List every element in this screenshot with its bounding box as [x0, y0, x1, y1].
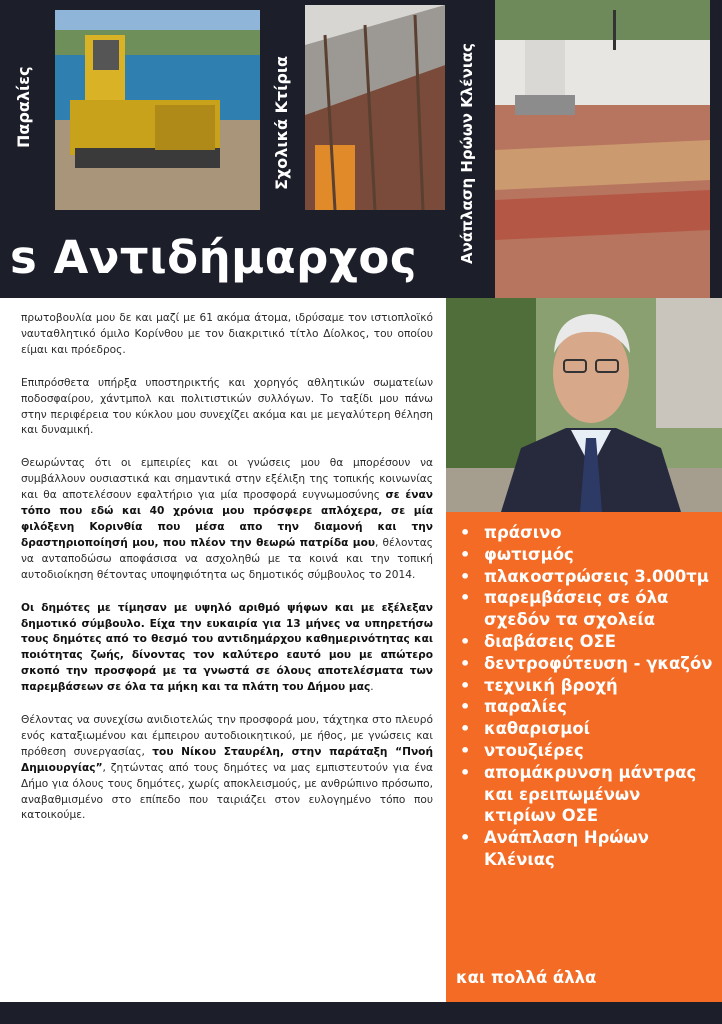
- works-list-item-label: Ανάπλαση Ηρώων Κλένιας: [484, 828, 649, 869]
- footer-band: [0, 1002, 722, 1024]
- article-body: [21, 311, 433, 841]
- beach-bulldozer-photo: [55, 10, 260, 210]
- paragraph: Οι δημότες με τίμησαν με υψηλό αριθμό ψήφων και με εξέλεξαν δημοτικό σύμβουλο. Είχα την ευκαιρία για 13 μήνες να υπηρετήσω τους δημότες από το θεσμό του αντιδημάρχου καθημερινότητας και ποιότητας ζωής, δίνοντας τον καλύτερο εαυτό μου με απώτερο σκοπό την προσφορά με τα γνωστά σε όλους αποτελέσματα των παρεμβάσεων σε όλα τα μήκη και τα πλάτη του Δήμου μας.: [21, 601, 433, 694]
- works-list-item-label: τεχνική βροχή: [484, 675, 618, 695]
- bullet-icon: •: [460, 653, 471, 673]
- bullet-icon: •: [460, 675, 471, 695]
- beaches-label: Παραλίες: [14, 66, 33, 148]
- bullet-icon: •: [460, 762, 471, 782]
- works-list-item: [456, 522, 716, 544]
- works-list-item-label: διαβάσεις ΟΣΕ: [484, 631, 616, 651]
- works-list-item: [456, 587, 716, 631]
- works-list-item: [456, 675, 716, 697]
- school-building-photo: [305, 5, 445, 210]
- paragraph: Θέλοντας να συνεχίσω ανιδιοτελώς την προσφορά μου, τάχτηκα στο πλευρό ενός καταξιωμένου και έμπειρου αυτοδιοικητικού, με ήθος, με γνώσεις και πρόθεση συνεργασίας, του Νίκου Σταυρέλη, στην παράταξη “Πνοή Δημιουργίας”, ζητώντας από τους δημότες να μας εμπιστευτούν για ένα Δήμο για όλους τους δημότες, χωρίς αποκλεισμούς, με ανθρώπινο πρόσωπο, αναβαθμισμένο στο επίπεδο που ταιριάζει στον ευλογημένο τόπο που κατοικούμε.: [21, 714, 433, 822]
- memorial-square-photo: [495, 0, 710, 298]
- bullet-icon: •: [460, 544, 471, 564]
- works-list-panel: [446, 512, 722, 1002]
- works-list-item-label: καθαρισμοί: [484, 719, 591, 739]
- works-list-item-label: απομάκρυνση μάντρας και ερειπωμένων κτιρίων ΟΣΕ: [484, 762, 697, 826]
- paragraph: πρωτοβουλία μου δε και μαζί με 61 ακόμα άτομα, ιδρύσαμε τον ιστιοπλοϊκό ναυταθλητικό όμιλο Κορίνθου με τον διακριτικό τίτλο Δίολκος, του οποίου είμαι και πρόεδρος.: [21, 312, 433, 356]
- works-list-item-label: φωτισμός: [484, 544, 574, 564]
- works-list-item-label: παραλίες: [484, 697, 567, 717]
- works-list-item: [456, 653, 716, 675]
- candidate-portrait: [446, 298, 722, 512]
- paragraph: Επιπρόσθετα υπήρξα υποστηρικτής και χορηγός αθλητικών σωματείων ποδοσφαίρου, χάντμπολ και πολιτιστικών συλλόγων. Το ταξίδι μου πάνω στην περιφέρεια του κύκλου μου συνεχίζει ακόμα και με μεγαλύτερη θέληση και δυναμική.: [21, 376, 433, 437]
- works-list-item-label: δεντροφύτευση - γκαζόν: [484, 653, 713, 673]
- bullet-icon: •: [460, 566, 471, 586]
- bullet-icon: •: [460, 828, 471, 848]
- works-list-item-label: ντουζιέρες: [484, 740, 584, 760]
- page-title: s Αντιδήμαρχος: [10, 231, 417, 284]
- bullet-icon: •: [460, 631, 471, 651]
- works-list-item: [456, 544, 716, 566]
- heroes-square-label: Ανάπλαση Ηρώων Κλένιας: [458, 43, 476, 264]
- works-list-item-label: πράσινο: [484, 523, 562, 542]
- header-band: [0, 0, 722, 298]
- works-list-item: [456, 631, 716, 653]
- bullet-icon: •: [460, 719, 471, 739]
- works-list-item: [456, 566, 716, 588]
- school-buildings-label: Σχολικά Κτίρια: [272, 55, 291, 190]
- works-list-item: [456, 718, 716, 740]
- works-list-item: [456, 696, 716, 718]
- bullet-icon: •: [460, 740, 471, 760]
- more-text: και πολλά άλλα: [456, 968, 597, 987]
- works-list-item: [456, 740, 716, 762]
- works-list-item-label: πλακοστρώσεις 3.000τμ: [484, 566, 709, 586]
- paragraph: Θεωρώντας ότι οι εμπειρίες και οι γνώσεις μου θα μπορέσουν να συμβάλλουν ουσιαστικά και σημαντικά στην εξέλιξη της τοπικής κοινωνίας και θα αποτελέσουν εφαλτήριο για μία προσφορά ευγνωμοσύνης σε έναν τόπο που εδώ και 40 χρόνια μου πρόσφερε απλόχερα, σε μία φιλόξενη Κορινθία που μέσα απο την διαμονή και την δραστηριοποίησή μου, που πλέον την θεωρώ πατρίδα μου, θέλοντας να ανταποδώσω αποφάσισα να ασχοληθώ με τα κοινά και την τοπική αυτοδιοίκηση θέτοντας υποψηφιότητα ως δημοτικός σύμβουλος το 2014.: [21, 457, 433, 581]
- bullet-icon: •: [460, 588, 471, 608]
- bullet-icon: •: [460, 697, 471, 717]
- works-list: [456, 522, 716, 871]
- works-list-item: [456, 762, 716, 827]
- works-list-item-label: παρεμβάσεις σε όλα σχεδόν τα σχολεία: [484, 588, 669, 630]
- bullet-icon: •: [460, 523, 471, 542]
- works-list-item: [456, 827, 716, 871]
